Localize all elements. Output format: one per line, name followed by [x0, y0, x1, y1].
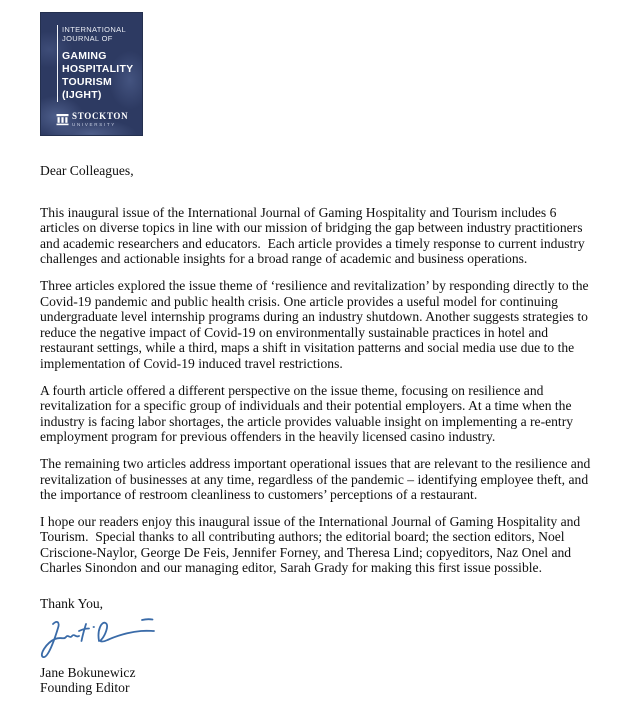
signature-name: Jane Bokunewicz: [40, 664, 136, 680]
journal-title-line4: (IJGHT): [62, 89, 102, 101]
signature-stroke-main: [42, 622, 79, 657]
paragraph-5: I hope our readers enjoy this inaugural issue of the International Journal of Gaming Hospitality and Tourism. Special thanks to all contributing authors; the editorial board; the section editors, Noel Criscione-Naylor, George De Feis, Jennifer Forney, and Theresa Lind; copyeditors, Naz Onel and Charles Sinondon and our managing editor, Sarah Grady for making this first issue possible.: [40, 513, 584, 576]
signature-stroke-f: [79, 624, 89, 641]
paragraph-2: Three articles explored the issue theme of ‘resilience and revitalization’ by responding directly to the Covid-19 pandemic and public health crisis. One article provides a useful model for continuing undergraduate level internship programs during an industry shutdown. Another suggests strategies to reduce the negative impact of Covid-19 on environmentally sustainable practices in hotel and restaurant settings, while a third, maps a shift in visitation patterns and social media use due to the implementation of Covid-19 induced travel restrictions.: [40, 277, 592, 371]
journal-kicker-line2: JOURNAL OF: [62, 34, 113, 43]
journal-logo-textblock: [57, 25, 138, 102]
journal-title-line2: HOSPITALITY: [62, 63, 134, 75]
closing: Thank You,: [40, 596, 104, 612]
university-word: UNIVERSITY: [72, 122, 117, 127]
journal-kicker-line1: INTERNATIONAL: [62, 25, 127, 34]
signature-stroke-tail: [99, 622, 154, 641]
journal-kicker: [62, 25, 138, 43]
signature-stroke-dash: [142, 619, 153, 620]
journal-title-line3: TOURISM: [62, 76, 112, 88]
university-name: STOCKTON: [72, 111, 129, 121]
signature-title: Founding Editor: [40, 680, 130, 696]
paragraph-1: This inaugural issue of the International Journal of Gaming Hospitality and Tourism includes 6 articles on diverse topics in line with our mission of bridging the gap between industry practitioners and academic researchers and educators. Each article provides a timely response to current industry challenges and actionable insights for a broad range of academic and business operations.: [40, 204, 589, 267]
signature-image: [37, 614, 167, 664]
journal-title: [62, 50, 138, 102]
salutation: Dear Colleagues,: [40, 163, 134, 178]
paragraph-3: A fourth article offered a different perspective on the issue theme, focusing on resilience and revitalization for a specific group of individuals and their potential employers. At a time when the industry is facing labor shortages, the article provides valuable insight on implementing a re-entry employment program for previous offenders in the heavily licensed casino industry.: [40, 382, 577, 445]
university-columns-icon: [56, 113, 69, 126]
journal-title-line1: GAMING: [62, 50, 107, 62]
university-wordmark: [72, 112, 128, 128]
letter-body: [40, 163, 594, 696]
university-mark: [56, 112, 128, 128]
journal-logo: [40, 12, 143, 136]
paragraph-4: The remaining two articles address important operational issues that are relevant to the resilience and revitalization of businesses at any time, regardless of the pandemic – identifying employee theft, and the importance of restroom cleanliness to customers’ perceptions of a restaurant.: [40, 455, 594, 503]
